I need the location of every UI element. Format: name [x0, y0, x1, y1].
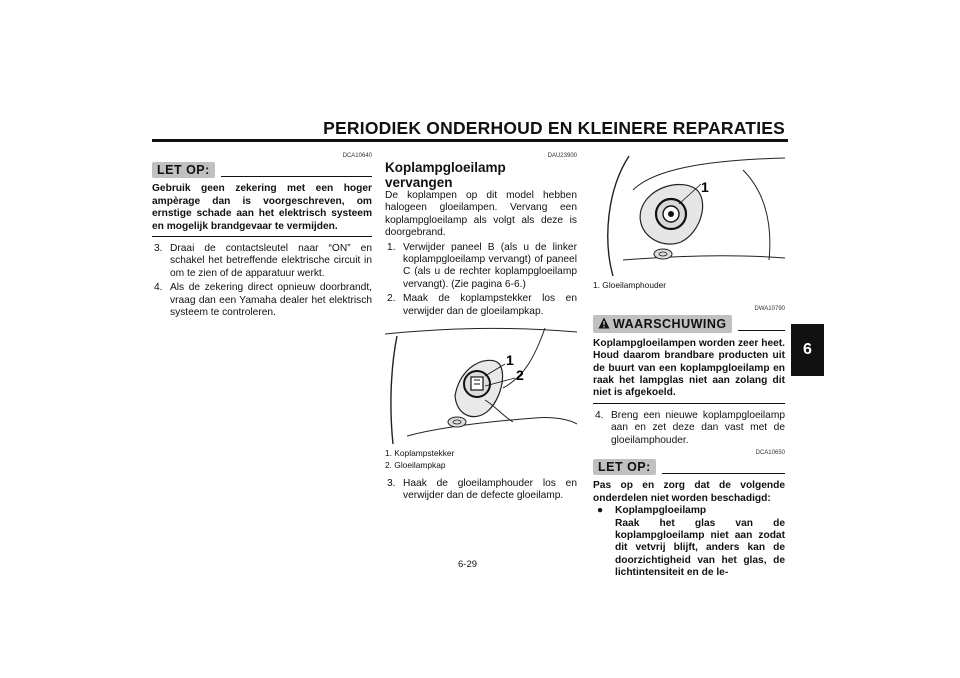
callout-1: 1 [506, 352, 514, 369]
notice-rule [221, 164, 372, 177]
notice-badge: LET OP: [593, 459, 656, 475]
step-text: Als de zekering direct opnieuw doorbrandt, vraag dan een Yamaha dealer het elektrisch systeem te controleren. [170, 282, 372, 319]
notice-intro: Pas op en zorg dat de volgende onderdelen niet worden beschadigd: [593, 480, 785, 504]
step-item [385, 478, 577, 503]
bulb-holder-illustration [593, 150, 785, 276]
callout-2: 2 [516, 367, 524, 384]
page-header-title: PERIODIEK ONDERHOUD EN KLEINERE REPARATIES [323, 118, 785, 138]
notice-text: Gebruik geen zekering met een hoger ampèrage dan is voorgeschreven, om ernstige schade aan het elektrisch systeem en mogelijk brandgevaar te vermijden. [152, 178, 372, 237]
warning-rule [738, 318, 785, 331]
warning-triangle-icon [598, 317, 610, 329]
warning-text: Koplampgloeilampen worden zeer heet. Houd daarom brandbare producten uit de buurt van een koplampgloeilamp en raak het lampglas niet aan zolang dit niet is afgekoeld. [593, 333, 785, 404]
column-middle [385, 150, 577, 502]
step-item [385, 242, 577, 292]
warning-label: WAARSCHUWING [613, 317, 727, 332]
column-left [152, 150, 372, 319]
reference-code: DWA10790 [754, 306, 785, 313]
column-right [593, 150, 785, 580]
step-item [385, 293, 577, 318]
notice-header [593, 459, 785, 475]
caption-line: 2. Gloeilampkap [385, 460, 446, 471]
step-text: Maak de koplampstekker los en verwijder dan de gloeilampkap. [403, 293, 577, 317]
step-number: 1. [387, 241, 396, 253]
step-text: Haak de gloeilamphouder los en verwijder dan de defecte gloeilamp. [403, 477, 577, 502]
step-number: 3. [387, 477, 396, 489]
warning-header [593, 315, 785, 332]
step-text: Verwijder paneel B (als u de linker koplampgloeilamp vervangt) of paneel C (als u de rechter koplampgloeilamp vervangt). (Zie pagina 6-6.) [403, 241, 577, 290]
step-number: 2. [387, 293, 396, 305]
chapter-tab: 6 [791, 324, 824, 376]
headlight-connector-illustration [385, 326, 577, 444]
notice-badge: LET OP: [152, 162, 215, 178]
page-number: 6-29 [458, 559, 478, 570]
bullet-text: Raak het glas van de koplampgloeilamp niet aan zodat dit vetvrij blijft, anders kan de doorzichtigheid van het glas, de lichtintensiteit en de le- [615, 517, 785, 579]
intro-paragraph: De koplampen op dit model hebben halogeen gloeilampen. Vervang een koplampgloeilamp als volgt als deze is doorgebrand. [385, 190, 577, 239]
notice-header [152, 162, 372, 178]
bullet-dot-icon: ● [597, 505, 604, 517]
reference-code: DAU23900 [547, 153, 577, 159]
figure-caption: 1. Gloeilamphouder [593, 280, 667, 290]
step-item [152, 282, 372, 319]
step-number: 4. [595, 409, 604, 421]
bullet-item [593, 505, 785, 579]
illustration-svg [385, 326, 577, 444]
warning-badge [593, 315, 732, 332]
reference-code: DCA10650 [755, 449, 785, 456]
bullet-head: Koplampgloeilamp [615, 505, 707, 517]
illustration-svg [593, 150, 785, 276]
figure-caption [385, 447, 577, 472]
header-rule [152, 139, 788, 142]
step-number: 3. [154, 243, 163, 255]
step-number: 4. [154, 282, 163, 294]
reference-code: DCA10640 [342, 153, 372, 159]
bullet-content [615, 505, 785, 579]
step-text: Breng een nieuwe koplampgloeilamp aan en zet deze dan vast met de gloeilamphouder. [611, 409, 785, 446]
step-item [152, 243, 372, 280]
callout-1: 1 [701, 179, 709, 195]
section-title: Koplampgloeilamp vervangen [385, 160, 506, 190]
caption-line: 1. Koplampstekker [385, 448, 455, 459]
step-item [593, 410, 785, 447]
notice-rule [662, 461, 785, 474]
step-text: Draai de contactsleutel naar “ON” en schakel het betreffende elektrische circuit in om te zien of de apparatuur werkt. [170, 243, 372, 279]
